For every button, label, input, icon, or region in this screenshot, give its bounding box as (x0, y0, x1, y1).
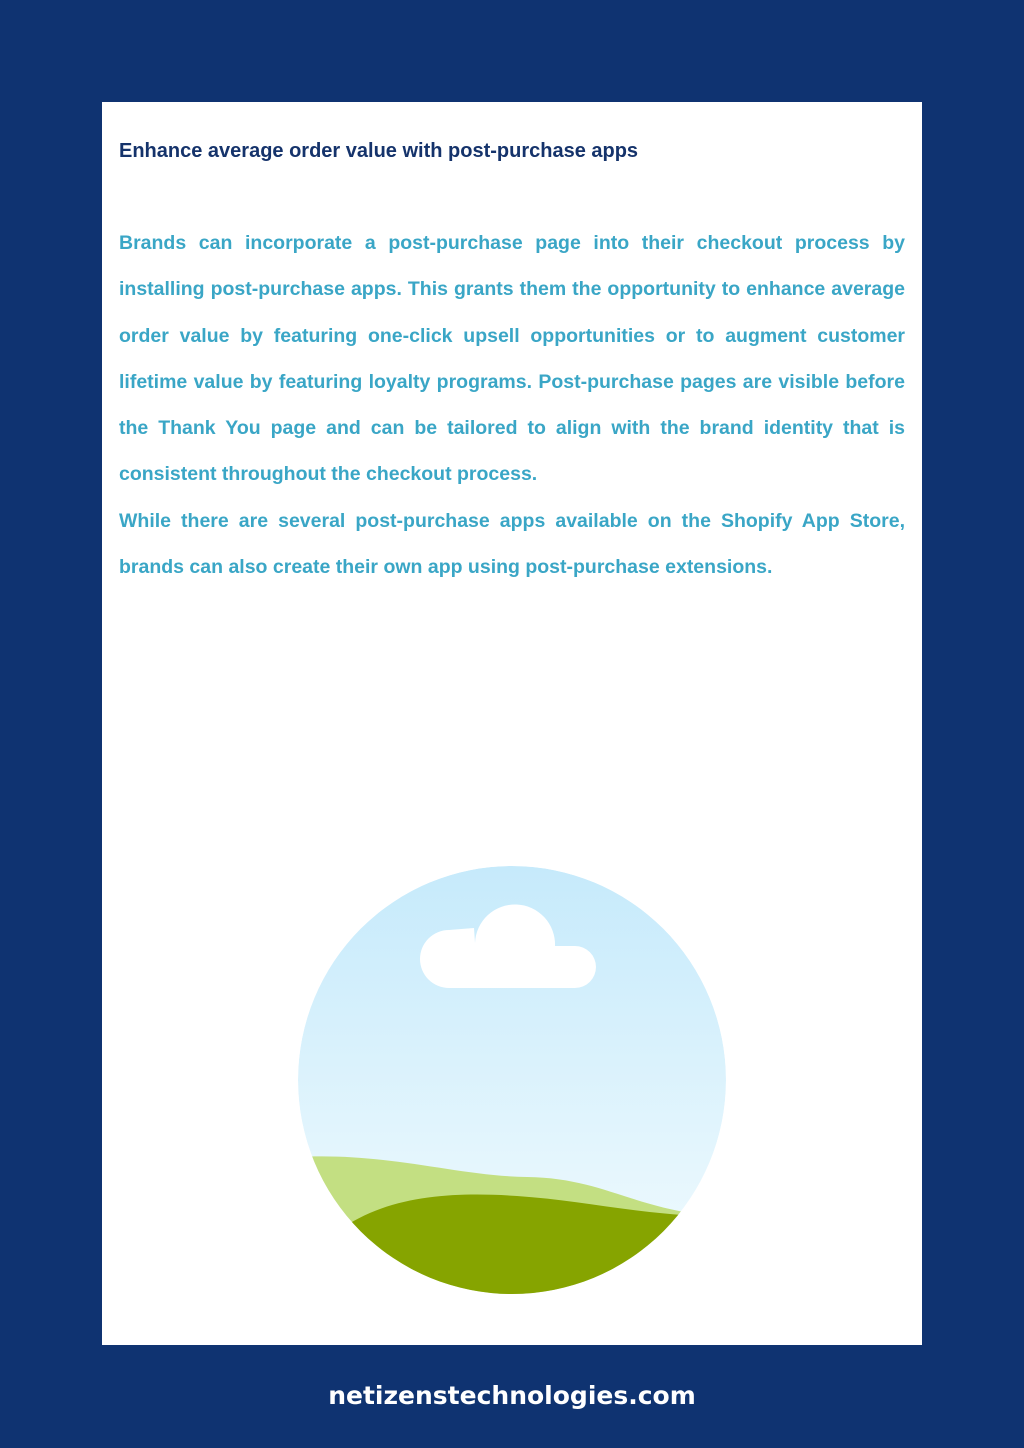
landscape-image-placeholder-icon (297, 864, 727, 1296)
document-page (102, 102, 922, 1345)
paragraph: While there are several post-purchase apps available on the Shopify App Store, brands can also create their own app using post-purchase extensions. (119, 509, 905, 579)
footer-website: netizenstechnologies.com (328, 1381, 696, 1410)
body-text (119, 220, 905, 590)
section-heading: Enhance average order value with post-purchase apps (119, 140, 639, 162)
paragraph: Brands can incorporate a post-purchase page into their checkout process by installing post-purchase apps. This grants them the opportunity to enhance average order value by featuring one-click upsell opportunities or to augment customer lifetime value by featuring loyalty programs. Post-purchase pages are visible before the Thank You page and can be tailored to align with the brand identity that is consistent throughout the checkout process. (119, 232, 905, 486)
